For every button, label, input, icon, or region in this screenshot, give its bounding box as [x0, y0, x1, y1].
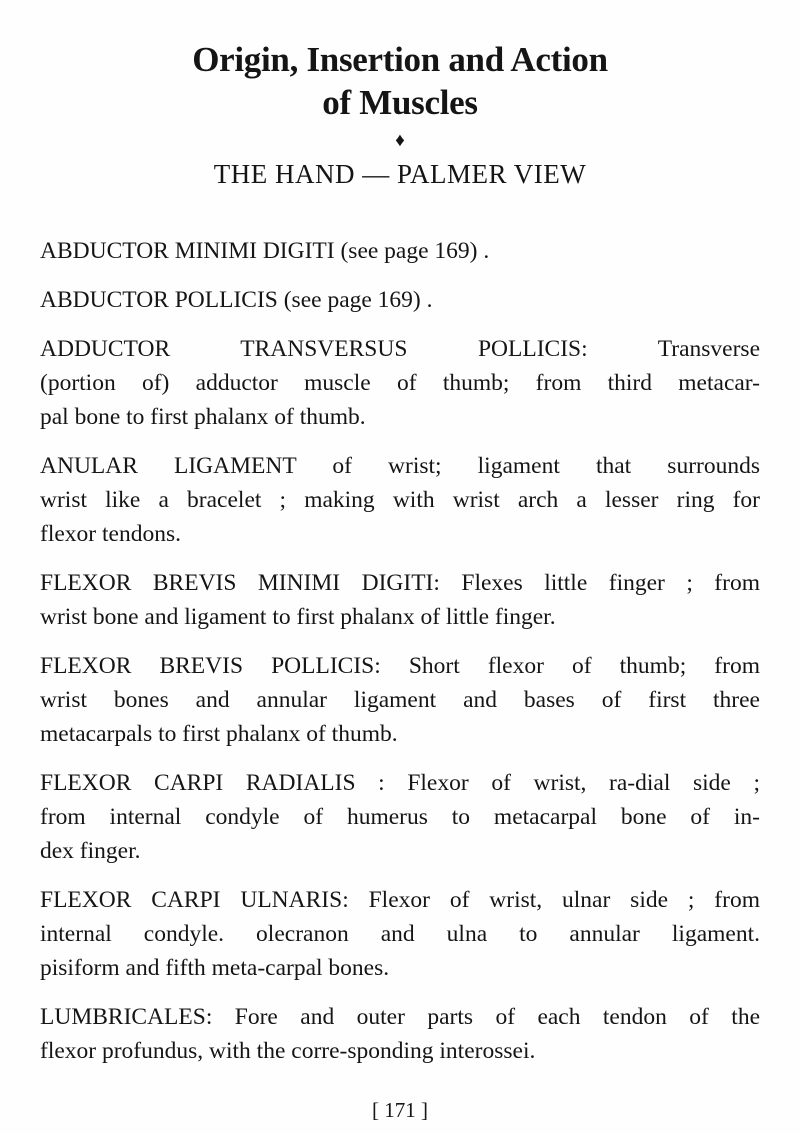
- paragraph-line: FLEXOR CARPI ULNARIS: Flexor of wrist, ulnar side ; from: [40, 887, 760, 913]
- page-heading: [0, 0, 800, 190]
- paragraph-line: wrist bones and annular ligament and bases of first three: [40, 687, 760, 713]
- paragraph: [40, 1000, 760, 1068]
- paragraph: [40, 332, 760, 434]
- paragraph-line: FLEXOR BREVIS MINIMI DIGITI: Flexes little finger ; from: [40, 570, 760, 596]
- paragraph-line: ANULAR LIGAMENT of wrist; ligament that surrounds: [40, 453, 760, 479]
- paragraph-line: ABDUCTOR MINIMI DIGITI (see page 169) .: [40, 238, 490, 264]
- paragraph-line: ADDUCTOR TRANSVERSUS POLLICIS: Transverse: [40, 336, 760, 362]
- paragraph: [40, 766, 760, 868]
- paragraph-line: LUMBRICALES: Fore and outer parts of each tendon of the: [40, 1004, 760, 1030]
- paragraph: [40, 649, 760, 751]
- paragraph: [40, 449, 760, 551]
- paragraph-line: ABDUCTOR POLLICIS (see page 169) .: [40, 287, 433, 313]
- paragraph: [40, 566, 760, 634]
- paragraph-line: FLEXOR BREVIS POLLICIS: Short flexor of thumb; from: [40, 653, 760, 679]
- paragraph-line: (portion of) adductor muscle of thumb; from third metacar-: [40, 370, 760, 396]
- paragraph: [40, 883, 760, 985]
- page-number: [ 171 ]: [372, 1098, 428, 1122]
- paragraph-line: wrist bone and ligament to first phalanx of little finger.: [40, 604, 556, 630]
- page-title-line-1: Origin, Insertion and Action: [192, 40, 608, 79]
- paragraph-line: internal condyle. olecranon and ulna to annular ligament.: [40, 921, 760, 947]
- paragraph: [40, 283, 760, 317]
- diamond-ornament-icon: ♦: [395, 130, 405, 151]
- paragraph-line: pisiform and fifth meta-carpal bones.: [40, 955, 390, 981]
- paragraph-line: from internal condyle of humerus to metacarpal bone of in-: [40, 804, 760, 830]
- paragraph-line: wrist like a bracelet ; making with wrist arch a lesser ring for: [40, 487, 760, 513]
- paragraph-line: metacarpals to first phalanx of thumb.: [40, 721, 398, 747]
- paragraph-line: flexor profundus, with the corre-sponding interossei.: [40, 1038, 536, 1064]
- paragraph-line: dex finger.: [40, 838, 141, 864]
- page-title-line-2: of Muscles: [322, 83, 478, 122]
- paragraph: [40, 234, 760, 268]
- paragraph-line: pal bone to first phalanx of thumb.: [40, 404, 366, 430]
- body-paragraphs: [0, 234, 800, 1068]
- paragraph-line: flexor tendons.: [40, 521, 181, 547]
- paragraph-line: FLEXOR CARPI RADIALIS : Flexor of wrist, ra-dial side ;: [40, 770, 760, 796]
- section-subtitle: THE HAND — PALMER VIEW: [213, 159, 587, 189]
